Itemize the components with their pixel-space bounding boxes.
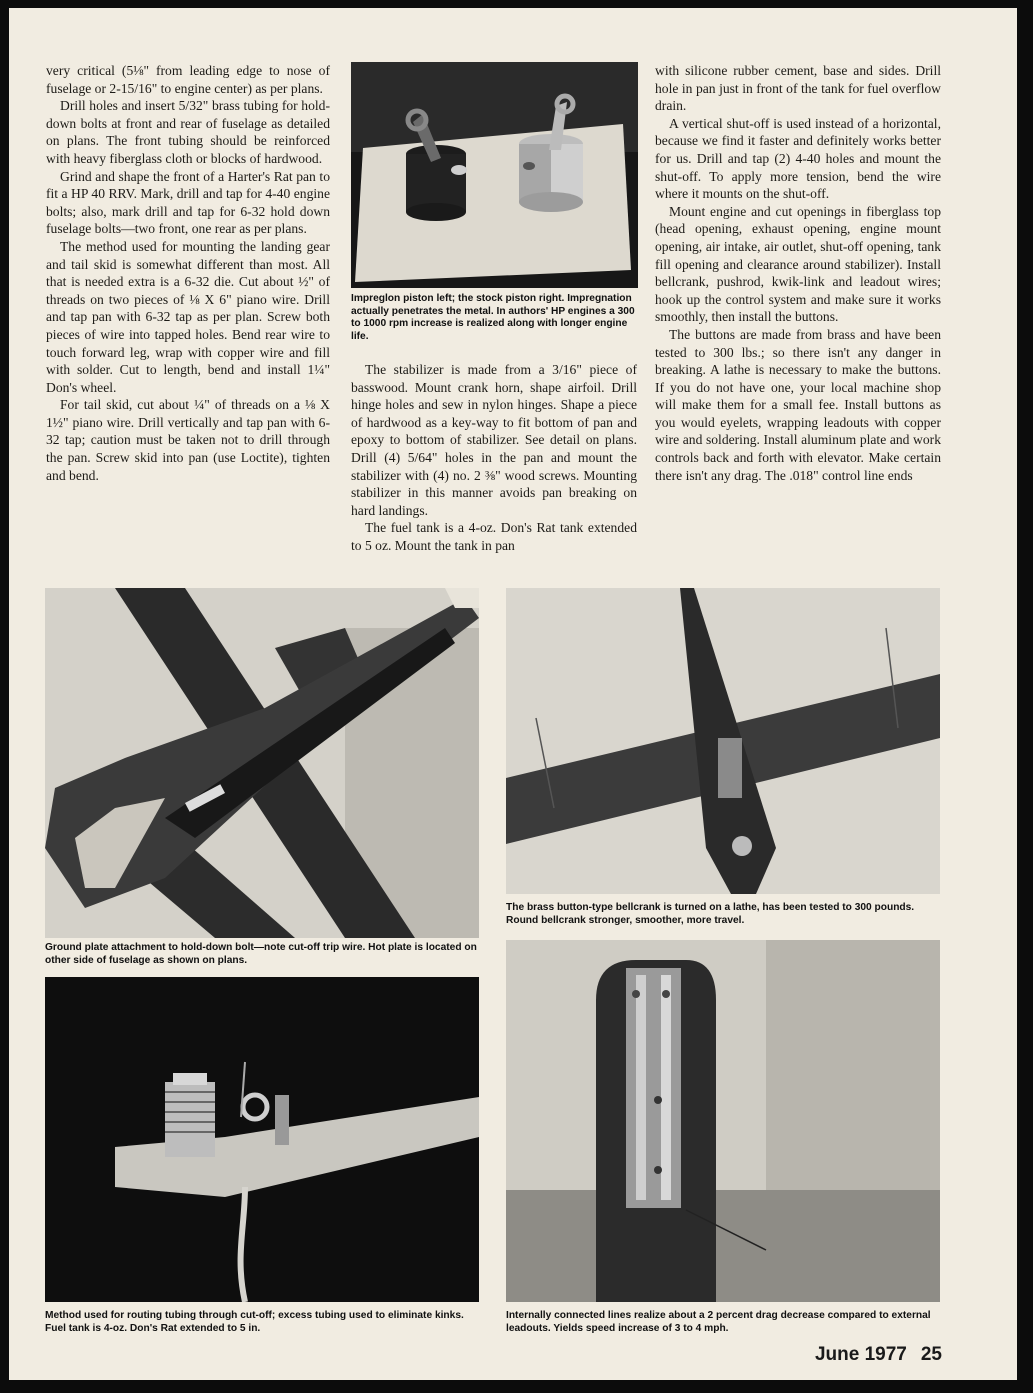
bellcrank-photo xyxy=(506,588,940,894)
ground-plate-photo xyxy=(45,588,479,938)
paragraph: very critical (5⅛" from leading edge to nose of fuselage or 2-15/16" to engine center) as per plans. xyxy=(46,63,330,96)
paragraph: The fuel tank is a 4-oz. Don's Rat tank extended to 5 oz. Mount the tank in pan xyxy=(351,520,637,553)
article-column-3 xyxy=(655,62,941,484)
internal-lines-photo xyxy=(506,940,940,1302)
page-number: 25 xyxy=(920,1344,942,1365)
paragraph: Drill holes and insert 5/32" brass tubing for hold-down bolts at front and rear of fuselage as detailed on plans. The front tubing should be reinforced with heavy fiberglass cloth or blocks of hardwood. xyxy=(46,98,330,166)
caption-ground-plate: Ground plate attachment to hold-down bolt—note cut-off trip wire. Hot plate is located on other side of fuselage as shown on plans. xyxy=(45,942,477,966)
article-column-2 xyxy=(351,361,637,555)
paragraph: The method used for mounting the landing gear and tail skid is somewhat different than most. All that is needed extra is a 6-32 die. Cut about ½" of threads on two pieces of ⅛ X 6" piano wire. Drill and tap pan with 6-32 tap as per plan. Screw both pieces of wire into tapped holes. Bend rear wire to touch forward leg, wrap with copper wire and fill with solder. Cut to length, bend and install 1¼" Don's wheel. xyxy=(46,238,330,395)
paragraph: The buttons are made from brass and have been tested to 300 lbs.; so there isn't any danger in breaking. A lathe is necessary to make the buttons. If you do not have one, your local machine shop will make them for a small fee. Install buttons as you would eyelets, wrapping leadouts with copper wire and soldering. Install aluminum plate and work controls back and forth with elevator. Make certain there isn't any drag. The .018" control line ends xyxy=(655,326,941,483)
paragraph: A vertical shut-off is used instead of a horizontal, because we find it faster and definitely works better for us. Drill and tap (2) 4-40 holes and mount the shut-off. To apply more tension, bend the wire where it mounts on the shut-off. xyxy=(655,115,941,202)
issue-date: June 1977 xyxy=(814,1344,907,1365)
caption-pistons: Impreglon piston left; the stock piston right. Impregnation actually penetrates the metal. In authors' HP engines a 300 to 1000 rpm increase is realized along with longer engine life. xyxy=(351,293,635,342)
magazine-page xyxy=(9,8,1017,1380)
pistons-photo xyxy=(351,62,638,288)
page-folio xyxy=(815,1344,942,1366)
paragraph: Mount engine and cut openings in fiberglass top (head opening, exhaust opening, engine mount opening, air intake, air outlet, shut-off opening, tank fill opening and clearance around stabilizer). Install bellcrank, pushrod, kwik-link and leadout wires; hook up the control system and make sure it works smoothly, then install the buttons. xyxy=(655,203,941,325)
caption-tubing: Method used for routing tubing through cut-off; excess tubing used to eliminate kinks. Fuel tank is 4-oz. Don's Rat extended to 5 in. xyxy=(45,1310,464,1334)
paragraph: Grind and shape the front of a Harter's Rat pan to fit a HP 40 RRV. Mark, drill and tap for 4-40 engine bolts; also, mark drill and tap for 6-32 hold down fuselage bolts—two front, one rear as per plans. xyxy=(46,168,330,237)
article-column-1 xyxy=(46,62,330,484)
caption-internal-lines: Internally connected lines realize about a 2 percent drag decrease compared to external leadouts. Yields speed increase of 3 to 4 mph. xyxy=(506,1310,931,1334)
paragraph: with silicone rubber cement, base and sides. Drill hole in pan just in front of the tank for fuel overflow drain. xyxy=(655,63,941,114)
tubing-photo xyxy=(45,977,479,1302)
paragraph: For tail skid, cut about ¼" of threads on a ⅛ X 1½" piano wire. Drill vertically and tap pan with 6-32 tap; caution must be taken not to drill through the pan. Screw skid into pan (use Loctite), tighten and bend. xyxy=(46,397,330,483)
paragraph: The stabilizer is made from a 3/16" piece of basswood. Mount crank horn, shape airfoil. Drill hinge holes and sew in nylon hinges. Shape a piece of hardwood as a key-way to fit bottom of pan and epoxy to bottom of stabilizer. See detail on plans. Drill (4) 5/64" holes in the pan and mount the stabilizer with (4) no. 2 ⅜" wood screws. Mounting stabilizer in this manner avoids pan breaking on hard landings. xyxy=(351,362,637,518)
caption-bellcrank: The brass button-type bellcrank is turned on a lathe, has been tested to 300 pounds. Round bellcrank stronger, smoother, more travel. xyxy=(506,902,915,926)
